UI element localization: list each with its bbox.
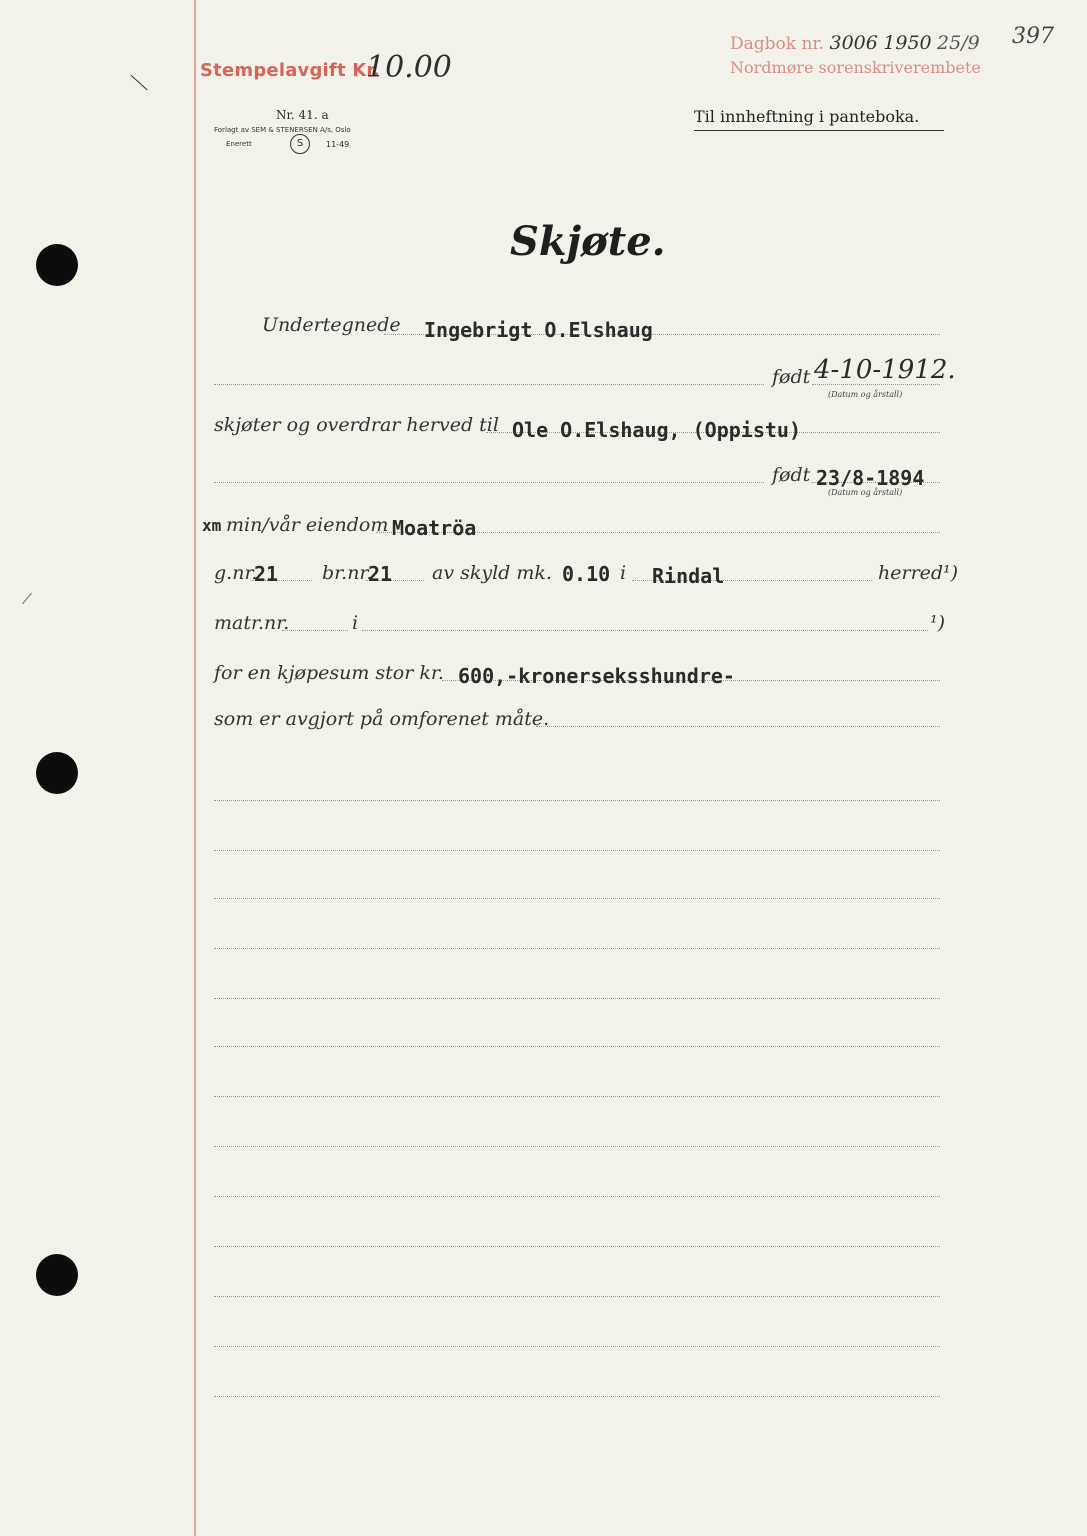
punch-hole [36, 244, 78, 286]
gnr-value: 21 [254, 562, 279, 586]
fodt-label: født [772, 366, 811, 388]
dagbok-stamp [730, 32, 980, 54]
property-prefix: xm [202, 516, 222, 535]
gnr-label: g.nr. [214, 562, 258, 584]
punch-hole [36, 1254, 78, 1296]
dagbok-date: 25/9 [937, 32, 980, 54]
ruled-line [214, 850, 940, 851]
skyld-label: av skyld mk. [432, 562, 552, 584]
buyer-birth: 23/8-1894 [816, 466, 925, 490]
brnr-label: br.nr. [322, 562, 373, 584]
page-number: 397 [1012, 24, 1054, 49]
office-stamp: Nordmøre sorenskriverembete [730, 58, 981, 77]
page-title: Skjøte. [510, 218, 666, 265]
dagbok-number: 3006 [829, 32, 878, 54]
form-edition: 11-49 [326, 140, 350, 149]
herred-name: Rindal [652, 564, 725, 588]
price-value: 600,-kronerseksshundre- [458, 664, 735, 688]
dagbok-label: Dagbok nr. [730, 34, 825, 54]
ruled-line [214, 998, 940, 999]
publisher-line: Forlagt av SEM & STENERSEN A/s, Oslo [214, 126, 351, 134]
undertegnede-label: Undertegnede [262, 314, 401, 336]
skyld-value: 0.10 [562, 562, 611, 586]
matr-label: matr.nr. [214, 612, 290, 634]
copyright-line: Enerett [226, 140, 252, 148]
ruled-line [214, 1146, 940, 1147]
stamp-fee-value: 10.00 [366, 50, 452, 85]
ruled-line [214, 948, 940, 949]
property-label: min/vår eiendom [226, 514, 389, 536]
transfer-label: skjøter og overdrar herved til [214, 414, 499, 436]
ruled-line [214, 1346, 940, 1347]
field-line [214, 482, 764, 483]
fodt-label: født [772, 464, 811, 486]
seller-name: Ingebrigt O.Elshaug [424, 318, 653, 342]
i-label: i [620, 562, 627, 584]
matr-i: i [352, 612, 359, 634]
brnr-value: 21 [368, 562, 393, 586]
buyer-name: Ole O.Elshaug, (Oppistu) [512, 418, 801, 442]
filing-note-underline [694, 130, 944, 131]
date-caption: (Datum og årstall) [828, 390, 903, 399]
date-caption: (Datum og årstall) [828, 488, 903, 497]
filing-note: Til innheftning i panteboka. [694, 107, 920, 126]
dagbok-year: 1950 [883, 32, 932, 54]
margin-rule [194, 0, 196, 1536]
stamp-fee [200, 60, 380, 81]
matr-note: ¹) [930, 612, 946, 634]
punch-hole [36, 752, 78, 794]
ruled-line [214, 1196, 940, 1197]
stamp-fee-label: Stempelavgift Kr. [200, 60, 380, 81]
seller-birth: 4-10-1912. [814, 355, 956, 385]
settled-text: som er avgjort på omforenet måte. [214, 708, 550, 730]
pen-mark [130, 75, 147, 90]
herred-label: herred¹) [878, 562, 959, 584]
field-line [214, 384, 764, 385]
form-number: Nr. 41. a [276, 108, 329, 122]
ruled-line [214, 1396, 940, 1397]
ruled-line [214, 1246, 940, 1247]
field-line [282, 630, 348, 631]
pen-mark [22, 593, 32, 604]
ruled-line [214, 800, 940, 801]
ruled-line [214, 898, 940, 899]
field-line [362, 630, 928, 631]
ruled-line [214, 1096, 940, 1097]
property-name: Moatröa [392, 516, 477, 540]
ruled-line [214, 1046, 940, 1047]
price-label: for en kjøpesum stor kr. [214, 662, 444, 684]
field-line [536, 726, 940, 727]
publisher-logo-icon: S [290, 134, 310, 154]
ruled-line [214, 1296, 940, 1297]
